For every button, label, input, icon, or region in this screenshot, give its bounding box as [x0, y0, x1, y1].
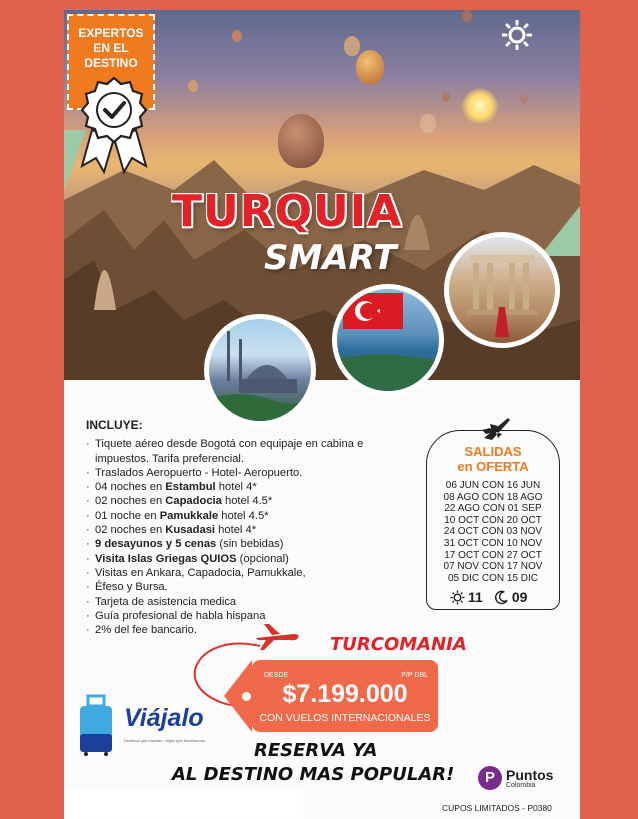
puntos-name: Puntos	[506, 767, 554, 783]
package-subtitle: SMART	[264, 238, 397, 278]
hot-air-balloon	[356, 50, 384, 84]
cta-line-1: RESERVA YA	[254, 740, 378, 761]
include-item: · Tiquete aéreo desde Bogotá con equipaje en cabina e impuestos. Tarifa preferencial.	[86, 437, 386, 466]
hot-air-balloon	[520, 94, 528, 104]
hot-air-balloon	[462, 10, 472, 22]
puntos-country: Colombia	[506, 782, 536, 789]
destination-title: TURQUIA	[172, 186, 403, 237]
turkish-flag-harbor-photo	[332, 284, 444, 396]
setting-sun	[462, 88, 498, 124]
moon-icon	[494, 590, 509, 605]
include-item: · 04 noches en Estambul hotel 4*	[86, 480, 386, 494]
green-corner-shape	[540, 206, 580, 256]
expert-badge: EXPERTOS EN EL DESTINO	[67, 14, 155, 110]
price-tag	[252, 660, 438, 732]
include-item: · Traslados Aeropuerto - Hotel- Aeropuerto.	[86, 466, 386, 480]
hot-air-balloon	[442, 92, 450, 102]
check-medal-icon	[76, 74, 152, 174]
days-nights	[450, 589, 560, 605]
hot-air-balloon	[344, 36, 360, 56]
puntos-colombia-logo	[478, 766, 568, 796]
include-item: · 01 noche en Pamukkale hotel 4.5*	[86, 509, 386, 523]
limited-seats-note: CUPOS LIMITADOS - P0380	[442, 803, 552, 813]
include-item: · 2% del fee bancario.	[86, 623, 386, 637]
hot-air-balloon	[420, 114, 436, 133]
sun-icon	[450, 590, 465, 605]
price-note: CON VUELOS INTERNACIONALES	[259, 712, 431, 724]
per-person-label: P/P DBL	[401, 672, 428, 679]
puntos-icon: P	[478, 766, 502, 790]
include-item: · 9 desayunos y 5 cenas (sin bebidas)	[86, 537, 386, 551]
departure-date: 22 AGO CON 01 SEP	[444, 503, 542, 515]
agency-tagline: Destinos que inspiran, viajes que transforman	[124, 738, 206, 743]
cta-line-2: AL DESTINO MAS POPULAR!	[172, 764, 455, 785]
price-value: $7.199.000	[282, 680, 408, 708]
istanbul-mosque-photo	[204, 314, 316, 426]
departure-date: 07 NOV CON 17 NOV	[443, 561, 543, 573]
departure-date: 31 OCT CON 10 NOV	[443, 537, 543, 549]
departure-dates	[426, 480, 560, 584]
agency-name: Viájalo	[124, 704, 204, 732]
hot-air-balloon	[188, 80, 198, 92]
include-item: · Visitas en Ankara, Capadocia, Pamukkale,	[86, 566, 386, 580]
hot-air-balloon	[232, 30, 242, 42]
package-brand: TURCOMANIA	[330, 634, 467, 655]
ephesus-photo	[444, 232, 560, 348]
poster	[64, 10, 580, 819]
include-item: · Tarjeta de asistencia medica	[86, 595, 386, 609]
departure-date: 06 JUN CON 16 JUN	[445, 480, 541, 491]
agency-logo	[74, 694, 244, 760]
include-item: · Visita Islas Griegas QUIOS (opcional)	[86, 552, 386, 566]
departure-date: 17 OCT CON 27 OCT	[444, 549, 542, 561]
departure-date: 08 AGO CON 18 AGO	[443, 491, 543, 503]
suitcase-icon	[76, 694, 116, 756]
departure-date: 24 OCT CON 03 NOV	[443, 526, 543, 538]
include-item: · 02 noches en Capadocia hotel 4.5*	[86, 494, 386, 508]
departure-date: 10 OCT CON 20 OCT	[444, 514, 542, 526]
airplane-icon	[480, 414, 512, 442]
days-count: 11	[468, 589, 483, 605]
includes-heading: INCLUYE:	[86, 418, 143, 432]
include-item: · Guía profesional de habla hispana	[86, 609, 386, 623]
price-from-label: DESDE	[264, 672, 289, 679]
include-item: · 02 noches en Kusadasi hotel 4*	[86, 523, 386, 537]
departures-title: SALIDAS en OFERTA	[457, 444, 529, 474]
departure-date: 05 DIC CON 15 DIC	[447, 572, 539, 584]
sun-outline-icon	[502, 20, 532, 50]
airplane-icon	[254, 622, 300, 652]
nights-count: 09	[511, 589, 528, 605]
includes-list	[86, 418, 386, 637]
blurred-area	[64, 790, 304, 819]
includes-items	[86, 437, 386, 637]
include-item: · Éfeso y Bursa.	[86, 580, 386, 594]
